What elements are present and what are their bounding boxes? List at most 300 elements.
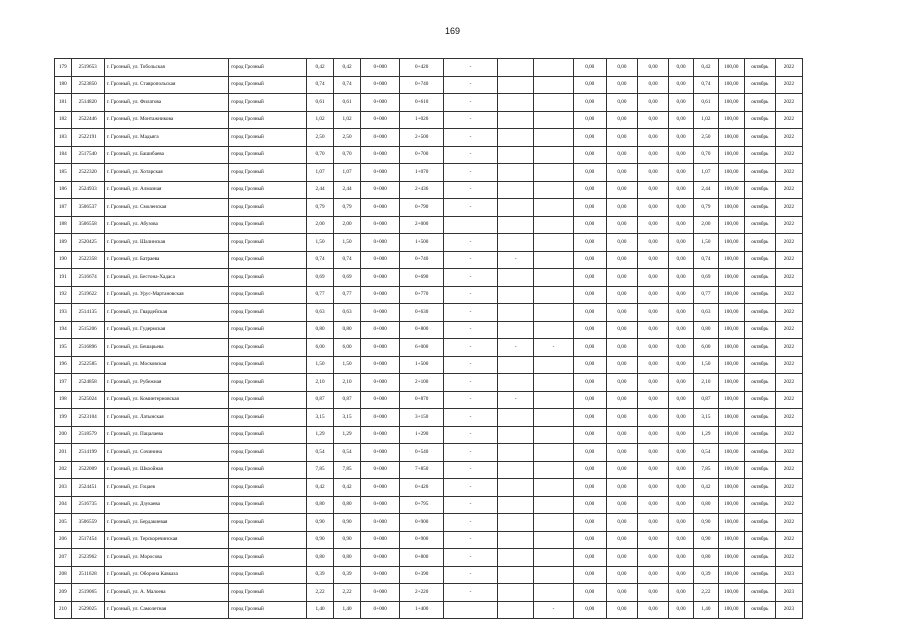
table-cell-n: 199 — [55, 409, 72, 427]
table-cell-km_from: 0+000 — [361, 216, 400, 234]
table-cell-km_from: 0+000 — [361, 59, 400, 77]
table-cell-v4: 0,00 — [669, 374, 694, 392]
table-cell-v1: 0,00 — [573, 479, 606, 497]
table-cell-v2: 0,00 — [606, 479, 637, 497]
table-cell-len2: 1,07 — [334, 164, 361, 182]
table-cell-c2 — [497, 584, 533, 602]
table-cell-month: октябрь — [744, 321, 775, 339]
table-cell-c1: - — [443, 444, 497, 462]
table-cell-n: 182 — [55, 111, 72, 129]
table-cell-c3 — [534, 566, 573, 584]
table-cell-year: 2022 — [775, 269, 802, 287]
table-cell-len2: 2,00 — [334, 216, 361, 234]
table-cell-km_to: 2+500 — [400, 129, 444, 147]
table-cell-month: октябрь — [744, 199, 775, 217]
table-row — [55, 59, 803, 77]
table-cell-n: 196 — [55, 356, 72, 374]
table-cell-km_to: 0+610 — [400, 94, 444, 112]
table-cell-v3: 0,00 — [637, 461, 668, 479]
table-cell-name: г. Грозный, ул. Батраева — [104, 251, 228, 269]
table-cell-year: 2022 — [775, 94, 802, 112]
table-cell-v2: 0,00 — [606, 391, 637, 409]
table-cell-c1: - — [443, 164, 497, 182]
table-cell-c3 — [534, 286, 573, 304]
table-cell-v1: 0,00 — [573, 566, 606, 584]
table-cell-month: октябрь — [744, 601, 775, 619]
table-cell-pct: 100,00 — [718, 514, 744, 532]
table-cell-len1: 0,80 — [307, 496, 334, 514]
table-row — [55, 479, 803, 497]
table-cell-year: 2022 — [775, 391, 802, 409]
table-row — [55, 549, 803, 567]
table-cell-c1: - — [443, 94, 497, 112]
table-cell-v2: 0,00 — [606, 304, 637, 322]
table-cell-c3 — [534, 426, 573, 444]
table-cell-place: город Грозный — [229, 164, 307, 182]
table-cell-c1: - — [443, 129, 497, 147]
table-cell-c1: - — [443, 181, 497, 199]
table-cell-c2 — [497, 286, 533, 304]
table-cell-year: 2022 — [775, 234, 802, 252]
table-cell-len2: 2,44 — [334, 181, 361, 199]
table-cell-v3: 0,00 — [637, 59, 668, 77]
table-cell-id: 2518579 — [71, 426, 104, 444]
table-cell-c1: - — [443, 356, 497, 374]
table-cell-c3 — [534, 146, 573, 164]
table-cell-pct: 100,00 — [718, 531, 744, 549]
table-cell-v1: 0,00 — [573, 269, 606, 287]
table-cell-v3: 0,00 — [637, 549, 668, 567]
table-row — [55, 391, 803, 409]
table-cell-v2: 0,00 — [606, 76, 637, 94]
table-cell-km_to: 0+790 — [400, 199, 444, 217]
table-cell-km_from: 0+000 — [361, 566, 400, 584]
table-cell-len2: 0,39 — [334, 566, 361, 584]
table-cell-place: город Грозный — [229, 321, 307, 339]
table-cell-km_to: 7+850 — [400, 461, 444, 479]
table-cell-v4: 0,00 — [669, 566, 694, 584]
table-cell-v4: 0,00 — [669, 426, 694, 444]
table-cell-name: г. Грозный, ул. Пацалаева — [104, 426, 228, 444]
table-cell-year: 2023 — [775, 584, 802, 602]
table-cell-c2 — [497, 479, 533, 497]
table-cell-v2: 0,00 — [606, 234, 637, 252]
table-cell-v4: 0,00 — [669, 94, 694, 112]
table-cell-v5: 2,44 — [693, 181, 718, 199]
table-cell-c2 — [497, 444, 533, 462]
table-cell-v3: 0,00 — [637, 181, 668, 199]
table-cell-len1: 1,29 — [307, 426, 334, 444]
table-cell-v5: 0,69 — [693, 269, 718, 287]
table-cell-place: город Грозный — [229, 76, 307, 94]
table-cell-c3 — [534, 164, 573, 182]
table-cell-id: 2524451 — [71, 479, 104, 497]
table-cell-month: октябрь — [744, 59, 775, 77]
table-cell-v1: 0,00 — [573, 59, 606, 77]
table-cell-v4: 0,00 — [669, 76, 694, 94]
table-cell-year: 2022 — [775, 181, 802, 199]
table-cell-c3 — [534, 461, 573, 479]
table-cell-place: город Грозный — [229, 549, 307, 567]
table-cell-c2 — [497, 549, 533, 567]
table-cell-v1: 0,00 — [573, 514, 606, 532]
table-cell-len1: 0,42 — [307, 479, 334, 497]
table-cell-km_from: 0+000 — [361, 111, 400, 129]
table-cell-place: город Грозный — [229, 409, 307, 427]
table-cell-c2 — [497, 164, 533, 182]
table-cell-len2: 0,80 — [334, 496, 361, 514]
table-row — [55, 409, 803, 427]
table-cell-month: октябрь — [744, 129, 775, 147]
table-cell-pct: 100,00 — [718, 356, 744, 374]
table-cell-n: 205 — [55, 514, 72, 532]
table-row — [55, 286, 803, 304]
table-cell-v5: 0,74 — [693, 76, 718, 94]
table-cell-c1: - — [443, 111, 497, 129]
table-cell-v3: 0,00 — [637, 129, 668, 147]
table-cell-c1: - — [443, 391, 497, 409]
table-cell-c1: - — [443, 251, 497, 269]
table-cell-c1: - — [443, 76, 497, 94]
table-row — [55, 199, 803, 217]
table-cell-len1: 0,42 — [307, 59, 334, 77]
table-cell-len2: 0,80 — [334, 321, 361, 339]
table-cell-pct: 100,00 — [718, 549, 744, 567]
table-cell-v4: 0,00 — [669, 129, 694, 147]
table-cell-km_from: 0+000 — [361, 549, 400, 567]
table-cell-len1: 0,74 — [307, 76, 334, 94]
table-cell-c3 — [534, 199, 573, 217]
table-cell-pct: 100,00 — [718, 76, 744, 94]
table-cell-n: 185 — [55, 164, 72, 182]
table-cell-c3 — [534, 76, 573, 94]
table-cell-len2: 0,42 — [334, 479, 361, 497]
table-cell-v2: 0,00 — [606, 286, 637, 304]
table-cell-km_to: 1+500 — [400, 234, 444, 252]
table-cell-year: 2023 — [775, 566, 802, 584]
table-cell-km_from: 0+000 — [361, 496, 400, 514]
table-row — [55, 111, 803, 129]
table-cell-km_from: 0+000 — [361, 514, 400, 532]
table-cell-v3: 0,00 — [637, 321, 668, 339]
table-cell-v5: 0,74 — [693, 251, 718, 269]
table-cell-v1: 0,00 — [573, 409, 606, 427]
table-cell-n: 206 — [55, 531, 72, 549]
table-cell-n: 195 — [55, 339, 72, 357]
table-row — [55, 531, 803, 549]
table-cell-v1: 0,00 — [573, 496, 606, 514]
table-cell-c2 — [497, 181, 533, 199]
table-cell-name: г. Грозный, ул. Мадьяга — [104, 129, 228, 147]
table-cell-c2 — [497, 374, 533, 392]
table-cell-v5: 0,42 — [693, 59, 718, 77]
table-cell-name: г. Грозный, ул. Алмазная — [104, 181, 228, 199]
table-cell-pct: 100,00 — [718, 94, 744, 112]
table-cell-v1: 0,00 — [573, 321, 606, 339]
table-cell-place: город Грозный — [229, 94, 307, 112]
table-cell-pct: 100,00 — [718, 286, 744, 304]
table-cell-v3: 0,00 — [637, 584, 668, 602]
table-cell-name: г. Грозный, ул. Шалинская — [104, 234, 228, 252]
table-cell-c3 — [534, 111, 573, 129]
table-cell-v2: 0,00 — [606, 339, 637, 357]
table-cell-pct: 100,00 — [718, 321, 744, 339]
table-cell-month: октябрь — [744, 409, 775, 427]
table-cell-c3 — [534, 531, 573, 549]
table-cell-v4: 0,00 — [669, 111, 694, 129]
table-cell-len1: 2,44 — [307, 181, 334, 199]
table-cell-v1: 0,00 — [573, 426, 606, 444]
table-cell-n: 184 — [55, 146, 72, 164]
table-cell-v4: 0,00 — [669, 59, 694, 77]
table-cell-month: октябрь — [744, 181, 775, 199]
table-cell-len1: 1,40 — [307, 601, 334, 619]
table-cell-place: город Грозный — [229, 531, 307, 549]
table-cell-c3 — [534, 251, 573, 269]
table-cell-v4: 0,00 — [669, 321, 694, 339]
table-cell-month: октябрь — [744, 444, 775, 462]
table-cell-pct: 100,00 — [718, 584, 744, 602]
table-cell-v3: 0,00 — [637, 479, 668, 497]
table-cell-id: 2520425 — [71, 234, 104, 252]
table-cell-name: г. Грозный, ул. Моросова — [104, 549, 228, 567]
table-cell-v2: 0,00 — [606, 216, 637, 234]
table-cell-c2 — [497, 269, 533, 287]
table-cell-v3: 0,00 — [637, 426, 668, 444]
table-cell-c1: - — [443, 479, 497, 497]
table-cell-place: город Грозный — [229, 146, 307, 164]
table-cell-v3: 0,00 — [637, 601, 668, 619]
table-cell-km_to: 0+630 — [400, 304, 444, 322]
table-cell-km_to: 0+740 — [400, 76, 444, 94]
table-row — [55, 356, 803, 374]
table-cell-v3: 0,00 — [637, 146, 668, 164]
table-cell-id: 2522320 — [71, 164, 104, 182]
table-cell-c2 — [497, 321, 533, 339]
table-cell-c3 — [534, 94, 573, 112]
table-cell-v2: 0,00 — [606, 514, 637, 532]
table-cell-year: 2022 — [775, 374, 802, 392]
table-cell-v4: 0,00 — [669, 514, 694, 532]
table-cell-c3: - — [534, 601, 573, 619]
table-cell-n: 193 — [55, 304, 72, 322]
table-cell-km_from: 0+000 — [361, 199, 400, 217]
table-cell-len1: 0,87 — [307, 391, 334, 409]
table-cell-place: город Грозный — [229, 444, 307, 462]
table-row — [55, 461, 803, 479]
table-cell-km_to: 2+220 — [400, 584, 444, 602]
table-cell-c2 — [497, 199, 533, 217]
table-cell-v2: 0,00 — [606, 321, 637, 339]
table-cell-place: город Грозный — [229, 514, 307, 532]
table-cell-len1: 0,69 — [307, 269, 334, 287]
table-cell-v1: 0,00 — [573, 356, 606, 374]
table-cell-pct: 100,00 — [718, 426, 744, 444]
table-body — [55, 59, 803, 619]
table-cell-km_from: 0+000 — [361, 461, 400, 479]
table-cell-n: 200 — [55, 426, 72, 444]
table-cell-id: 2515206 — [71, 321, 104, 339]
table-cell-km_from: 0+000 — [361, 531, 400, 549]
table-row — [55, 601, 803, 619]
table-cell-place: город Грозный — [229, 129, 307, 147]
table-cell-n: 186 — [55, 181, 72, 199]
table-cell-v5: 0,90 — [693, 514, 718, 532]
table-cell-c3 — [534, 479, 573, 497]
table-cell-name: г. Грозный, ул. Филатова — [104, 94, 228, 112]
table-cell-km_from: 0+000 — [361, 321, 400, 339]
table-cell-n: 209 — [55, 584, 72, 602]
table-cell-year: 2022 — [775, 216, 802, 234]
table-cell-n: 179 — [55, 59, 72, 77]
table-cell-place: город Грозный — [229, 181, 307, 199]
table-cell-v5: 2,50 — [693, 129, 718, 147]
table-cell-km_to: 6+000 — [400, 339, 444, 357]
table-cell-year: 2022 — [775, 164, 802, 182]
table-cell-year: 2022 — [775, 321, 802, 339]
table-cell-km_from: 0+000 — [361, 426, 400, 444]
table-row — [55, 181, 803, 199]
table-cell-year: 2022 — [775, 339, 802, 357]
table-cell-c3 — [534, 549, 573, 567]
table-cell-v4: 0,00 — [669, 146, 694, 164]
table-cell-len1: 3,15 — [307, 409, 334, 427]
table-cell-km_from: 0+000 — [361, 251, 400, 269]
table-cell-year: 2022 — [775, 479, 802, 497]
table-row — [55, 164, 803, 182]
table-cell-km_to: 0+390 — [400, 566, 444, 584]
table-cell-km_from: 0+000 — [361, 391, 400, 409]
table-cell-name: г. Грозный, ул. Сочинина — [104, 444, 228, 462]
table-cell-pct: 100,00 — [718, 181, 744, 199]
table-cell-v1: 0,00 — [573, 94, 606, 112]
table-cell-c2 — [497, 601, 533, 619]
table-cell-c1: - — [443, 496, 497, 514]
table-cell-place: город Грозный — [229, 584, 307, 602]
table-cell-km_to: 1+500 — [400, 356, 444, 374]
table-cell-id: 2519653 — [71, 59, 104, 77]
table-cell-month: октябрь — [744, 111, 775, 129]
table-cell-place: город Грозный — [229, 374, 307, 392]
table-cell-id: 2519065 — [71, 584, 104, 602]
table-row — [55, 514, 803, 532]
table-cell-place: город Грозный — [229, 251, 307, 269]
table-cell-len1: 6,00 — [307, 339, 334, 357]
table-cell-month: октябрь — [744, 461, 775, 479]
table-cell-v1: 0,00 — [573, 111, 606, 129]
table-cell-v2: 0,00 — [606, 566, 637, 584]
table-cell-v4: 0,00 — [669, 216, 694, 234]
table-cell-v2: 0,00 — [606, 94, 637, 112]
table-cell-v1: 0,00 — [573, 216, 606, 234]
table-cell-len2: 2,50 — [334, 129, 361, 147]
table-cell-name: г. Грозный, ул. Терскоречинская — [104, 531, 228, 549]
table-cell-v5: 0,42 — [693, 479, 718, 497]
table-cell-name: г. Грозный, ул. Гоцаев — [104, 479, 228, 497]
table-cell-v5: 0,39 — [693, 566, 718, 584]
table-cell-km_from: 0+000 — [361, 164, 400, 182]
table-cell-v1: 0,00 — [573, 549, 606, 567]
table-row — [55, 339, 803, 357]
table-cell-year: 2023 — [775, 601, 802, 619]
table-row — [55, 426, 803, 444]
table-cell-v1: 0,00 — [573, 304, 606, 322]
table-cell-c3 — [534, 496, 573, 514]
table-cell-v5: 3,15 — [693, 409, 718, 427]
table-cell-len2: 0,70 — [334, 146, 361, 164]
table-cell-n: 203 — [55, 479, 72, 497]
table-cell-c2 — [497, 234, 533, 252]
table-cell-n: 191 — [55, 269, 72, 287]
table-cell-c1: - — [443, 374, 497, 392]
table-cell-len2: 0,80 — [334, 549, 361, 567]
table-row — [55, 251, 803, 269]
table-cell-km_to: 0+740 — [400, 251, 444, 269]
table-cell-len2: 2,10 — [334, 374, 361, 392]
table-cell-c2 — [497, 531, 533, 549]
table-row — [55, 76, 803, 94]
table-cell-v5: 1,02 — [693, 111, 718, 129]
table-cell-c3 — [534, 356, 573, 374]
table-cell-month: октябрь — [744, 549, 775, 567]
table-cell-name: г. Грозный, ул. Ставропольская — [104, 76, 228, 94]
table-cell-id: 2529025 — [71, 601, 104, 619]
table-cell-v2: 0,00 — [606, 461, 637, 479]
table-cell-v3: 0,00 — [637, 251, 668, 269]
table-cell-place: город Грозный — [229, 391, 307, 409]
table-cell-name: г. Грозный, ул. Рубежная — [104, 374, 228, 392]
table-cell-n: 183 — [55, 129, 72, 147]
table-cell-c2 — [497, 461, 533, 479]
table-cell-v5: 0,79 — [693, 199, 718, 217]
table-cell-year: 2022 — [775, 286, 802, 304]
table-cell-year: 2022 — [775, 304, 802, 322]
table-cell-pct: 100,00 — [718, 234, 744, 252]
table-cell-place: город Грозный — [229, 269, 307, 287]
table-cell-v5: 0,70 — [693, 146, 718, 164]
table-cell-place: город Грозный — [229, 304, 307, 322]
table-cell-id: 2516896 — [71, 339, 104, 357]
table-cell-c3 — [534, 269, 573, 287]
table-cell-v1: 0,00 — [573, 286, 606, 304]
table-cell-c1: - — [443, 584, 497, 602]
table-cell-len2: 0,90 — [334, 514, 361, 532]
table-cell-v4: 0,00 — [669, 461, 694, 479]
table-cell-len1: 0,63 — [307, 304, 334, 322]
table-cell-v3: 0,00 — [637, 339, 668, 357]
table-cell-km_to: 0+420 — [400, 59, 444, 77]
table-cell-c2 — [497, 76, 533, 94]
table-cell-pct: 100,00 — [718, 496, 744, 514]
table-cell-c1 — [443, 216, 497, 234]
table-cell-v3: 0,00 — [637, 304, 668, 322]
table-cell-v3: 0,00 — [637, 356, 668, 374]
table-cell-v3: 0,00 — [637, 216, 668, 234]
table-cell-v2: 0,00 — [606, 549, 637, 567]
table-cell-c2 — [497, 216, 533, 234]
table-cell-v5: 0,77 — [693, 286, 718, 304]
table-cell-id: 2523962 — [71, 549, 104, 567]
table-cell-name: г. Грозный, ул. Башибаева — [104, 146, 228, 164]
table-cell-pct: 100,00 — [718, 146, 744, 164]
table-cell-n: 207 — [55, 549, 72, 567]
table-cell-name: г. Грозный, ул. Урус-Мартановская — [104, 286, 228, 304]
table-cell-len2: 0,87 — [334, 391, 361, 409]
table-cell-place: город Грозный — [229, 461, 307, 479]
table-cell-v5: 1,50 — [693, 234, 718, 252]
table-cell-id: 2522191 — [71, 129, 104, 147]
table-cell-n: 210 — [55, 601, 72, 619]
